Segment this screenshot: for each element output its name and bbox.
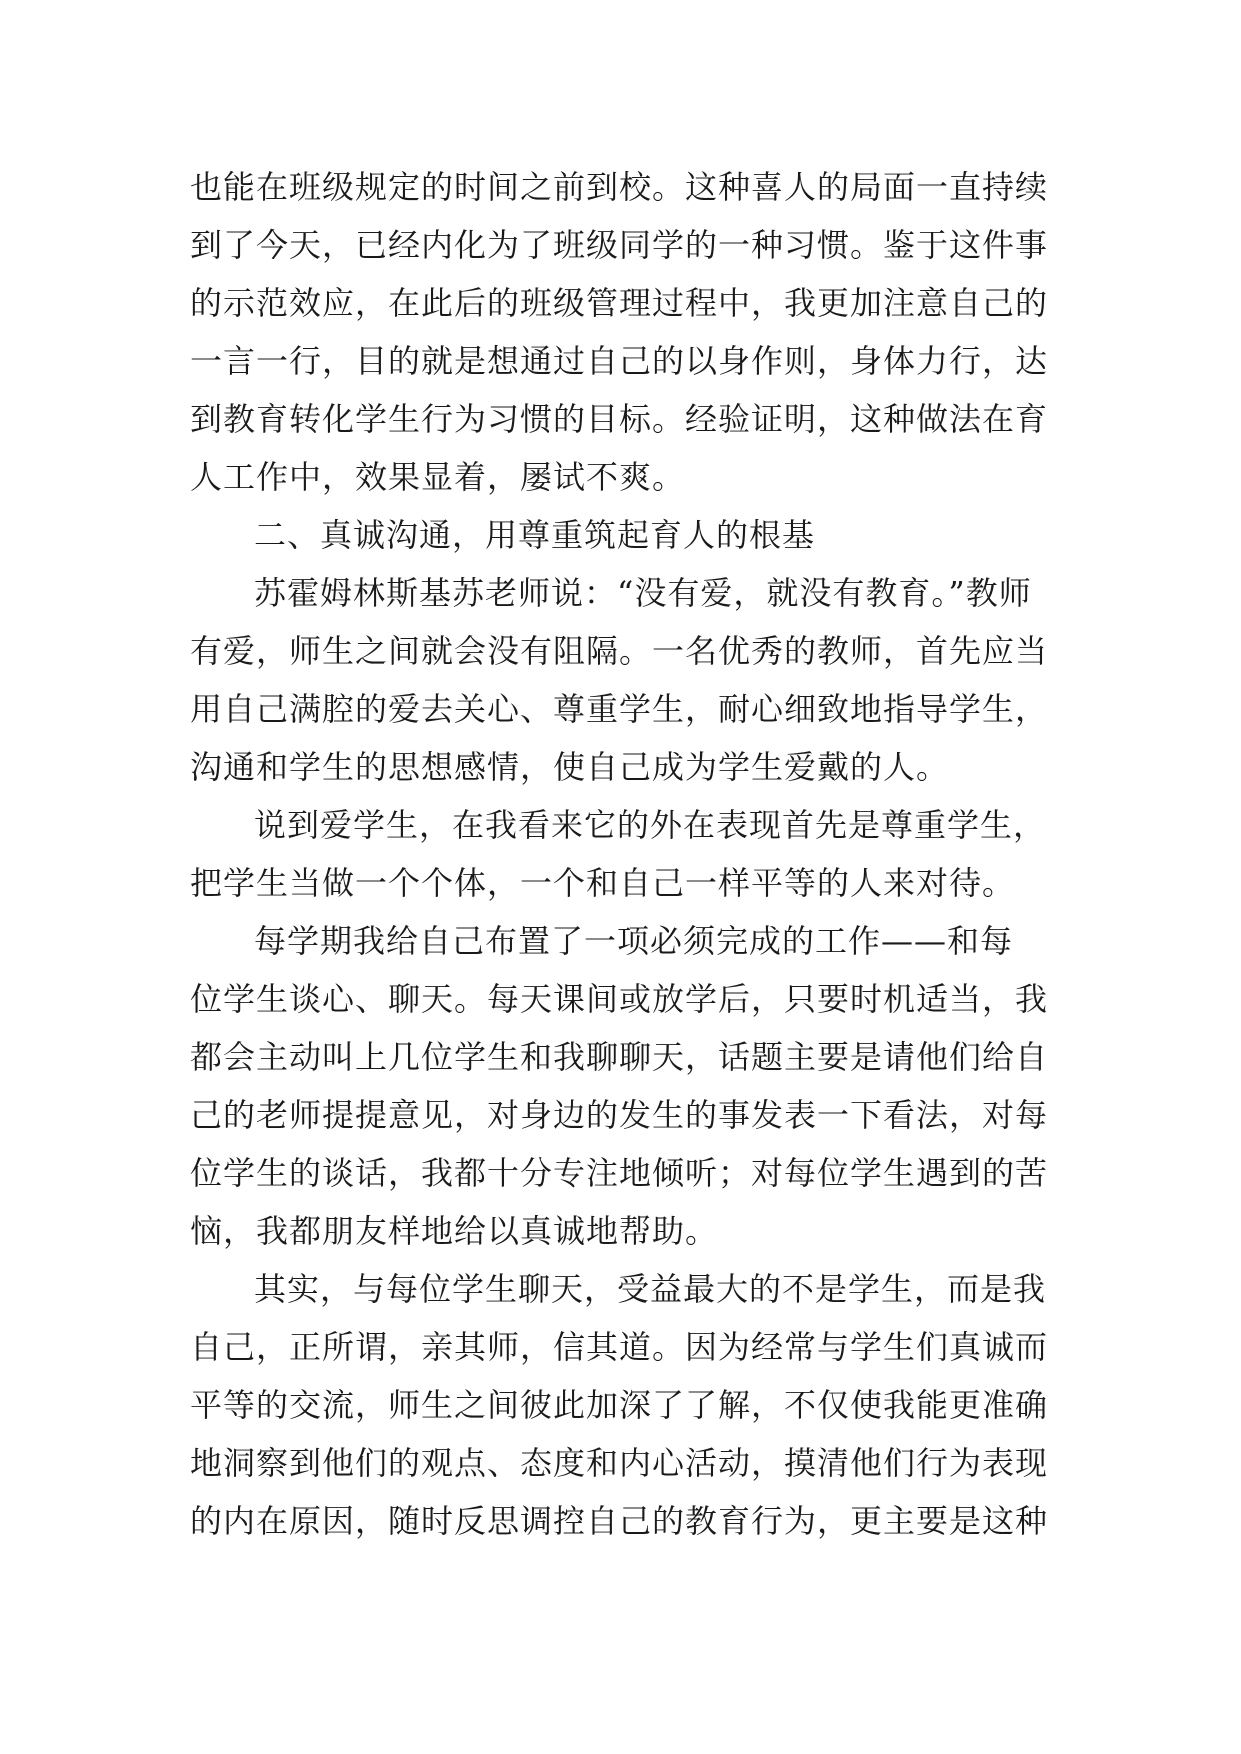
- text-line: 每学期我给自己布置了一项必须完成的工作——和每: [254, 922, 1014, 960]
- text-line: 地洞察到他们的观点、态度和内心活动，摸清他们行为表现: [190, 1444, 1049, 1482]
- text-line: 位学生的谈话，我都十分专注地倾听；对每位学生遇到的苦: [190, 1154, 1049, 1192]
- text-line: 苏霍姆林斯基苏老师说：“没有爱，就没有教育。”教师: [254, 574, 1032, 612]
- text-line: 沟通和学生的思想感情，使自己成为学生爱戴的人。: [190, 748, 950, 786]
- text-line: 恼，我都朋友样地给以真诚地帮助。: [190, 1212, 719, 1250]
- document-body: [190, 158, 1050, 1550]
- text-line: 人工作中，效果显着，屡试不爽。: [190, 458, 686, 496]
- text-line: 平等的交流，师生之间彼此加深了了解，不仅使我能更准确: [190, 1386, 1049, 1424]
- text-line: 的示范效应，在此后的班级管理过程中，我更加注意自己的: [190, 284, 1049, 322]
- text-line: 一言一行，目的就是想通过自己的以身作则，身体力行，达: [190, 342, 1049, 380]
- text-line: 自己，正所谓，亲其师，信其道。因为经常与学生们真诚而: [190, 1328, 1049, 1366]
- text-line: 用自己满腔的爱去关心、尊重学生，耐心细致地指导学生，: [190, 690, 1049, 728]
- text-line: 把学生当做一个个体，一个和自己一样平等的人来对待。: [190, 864, 1016, 902]
- text-line: 其实，与每位学生聊天，受益最大的不是学生，而是我: [254, 1270, 1047, 1308]
- text-line: 的内在原因，随时反思调控自己的教育行为，更主要是这种: [190, 1502, 1049, 1540]
- text-line: 有爱，师生之间就会没有阻隔。一名优秀的教师，首先应当: [190, 632, 1049, 670]
- text-line: 位学生谈心、聊天。每天课间或放学后，只要时机适当，我: [190, 980, 1049, 1018]
- text-line: 也能在班级规定的时间之前到校。这种喜人的局面一直持续: [190, 168, 1049, 206]
- text-line: 己的老师提提意见，对身边的发生的事发表一下看法，对每: [190, 1096, 1049, 1134]
- text-line: 说到爱学生，在我看来它的外在表现首先是尊重学生，: [254, 806, 1047, 844]
- text-line: 到了今天，已经内化为了班级同学的一种习惯。鉴于这件事: [190, 226, 1049, 264]
- text-line: 都会主动叫上几位学生和我聊聊天，话题主要是请他们给自: [190, 1038, 1049, 1076]
- text-line: 到教育转化学生行为习惯的目标。经验证明，这种做法在育: [190, 400, 1049, 438]
- text-line: 二、真诚沟通，用尊重筑起育人的根基: [254, 516, 816, 554]
